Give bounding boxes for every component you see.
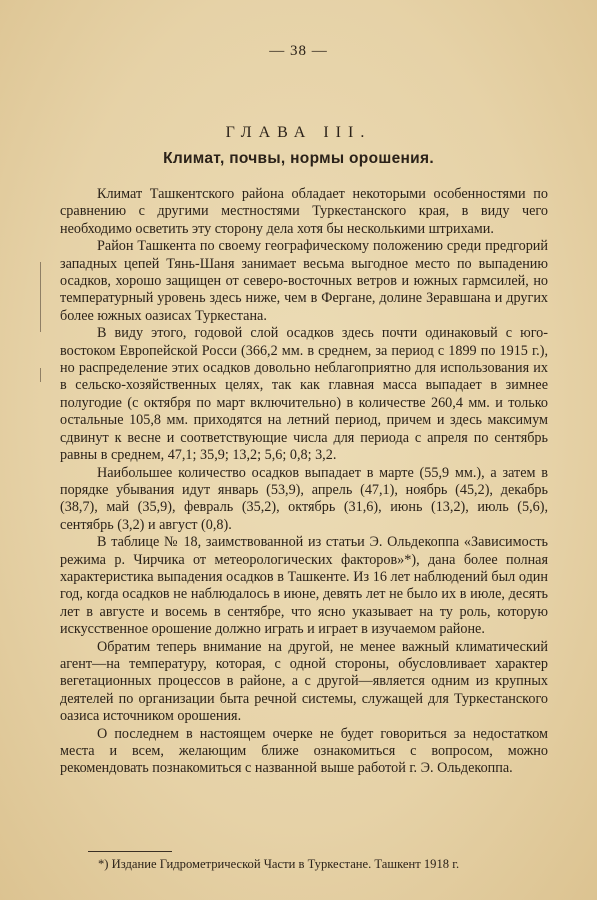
chapter-heading: ГЛАВА III. (225, 124, 372, 141)
page-number: — 38 — (269, 43, 328, 59)
footnote-divider (88, 851, 172, 852)
paragraph: Район Ташкента по своему географическому положению среди предгорий западных цепей Тянь-Шаня занимает весьма выгодное место по выпадению осадков, хорошо защищен от северо-восточных ветров и южных гармсилей, но температурный уровень здесь ниже, чем в Фергане, долине Зеравшана и других более южных оазисах Туркестана. (60, 238, 548, 324)
paragraph: В виду этого, годовой слой осадков здесь почти одинаковый с юго-востоком Европейской Росси (366,2 мм. в среднем, за период с 1899 по 1915 г.), но распределение этих осадков довольно неблагоприятно для использования их в сельско-хозяйственных целях, так как главная масса выпадает в зимнее полугодие (с октября по март включительно) в количестве 260,4 мм. и только остальные 105,8 мм. приходятся на летний период, причем и здесь максимум сдвинут к весне и соответствующие числа для периода с апреля по сентябрь равны в среднем, 47,1; 35,9; 13,2; 5,6; 0,8; 3,2. (60, 325, 548, 464)
paragraph: Наибольшее количество осадков выпадает в марте (55,9 мм.), а затем в порядке убывания идут январь (53,9), апрель (47,1), ноябрь (45,2), декабрь (38,7), май (35,9), февраль (35,2), октябрь (31,6), июнь (13,2), июль (5,6), сентябрь (3,2) и август (0,8). (60, 464, 548, 533)
paragraph: Обратим теперь внимание на другой, не менее важный климатический агент—на температуру, которая, с одной стороны, обусловливает характер вегетационных процессов в районе, а с другой—является одним из крупных деятелей по организации быта речной системы, служащей для Туркестанского оазиса источником орошения. (60, 638, 548, 725)
margin-mark (40, 262, 41, 332)
section-title: Климат, почвы, нормы орошения. (163, 150, 434, 167)
footnote: *) Издание Гидрометрической Части в Туркестане. Ташкент 1918 г. (98, 857, 460, 871)
paragraph: О последнем в настоящем очерке не будет говориться за недостатком места и всем, желающим ближе ознакомиться с вопросом, можно рекомендовать познакомиться с названной выше работой г. Э. Ольдекоппа. (60, 725, 548, 777)
paragraph: В таблице № 18, заимствованной из статьи Э. Ольдекоппа «Зависимость режима р. Чирчика от метеорологических факторов»*), дана более полная характеристика выпадения осадков в Ташкенте. Из 16 лет наблюдений был один год, когда осадков не наблюдалось в июне, девять лет не было их в июле, десять лет в августе и восемь в сентябре, что ясно указывает на ту роль, которую искусственное орошение должно играть и играет в изучаемом районе. (60, 534, 548, 638)
body-text (60, 186, 548, 778)
paragraph: Климат Ташкентского района обладает некоторыми особенностями по сравнению с другими местностями Туркестанского края, в виду чего необходимо осветить эту сторону дела хотя бы несколькими штрихами. (60, 186, 548, 237)
margin-mark (40, 368, 41, 382)
